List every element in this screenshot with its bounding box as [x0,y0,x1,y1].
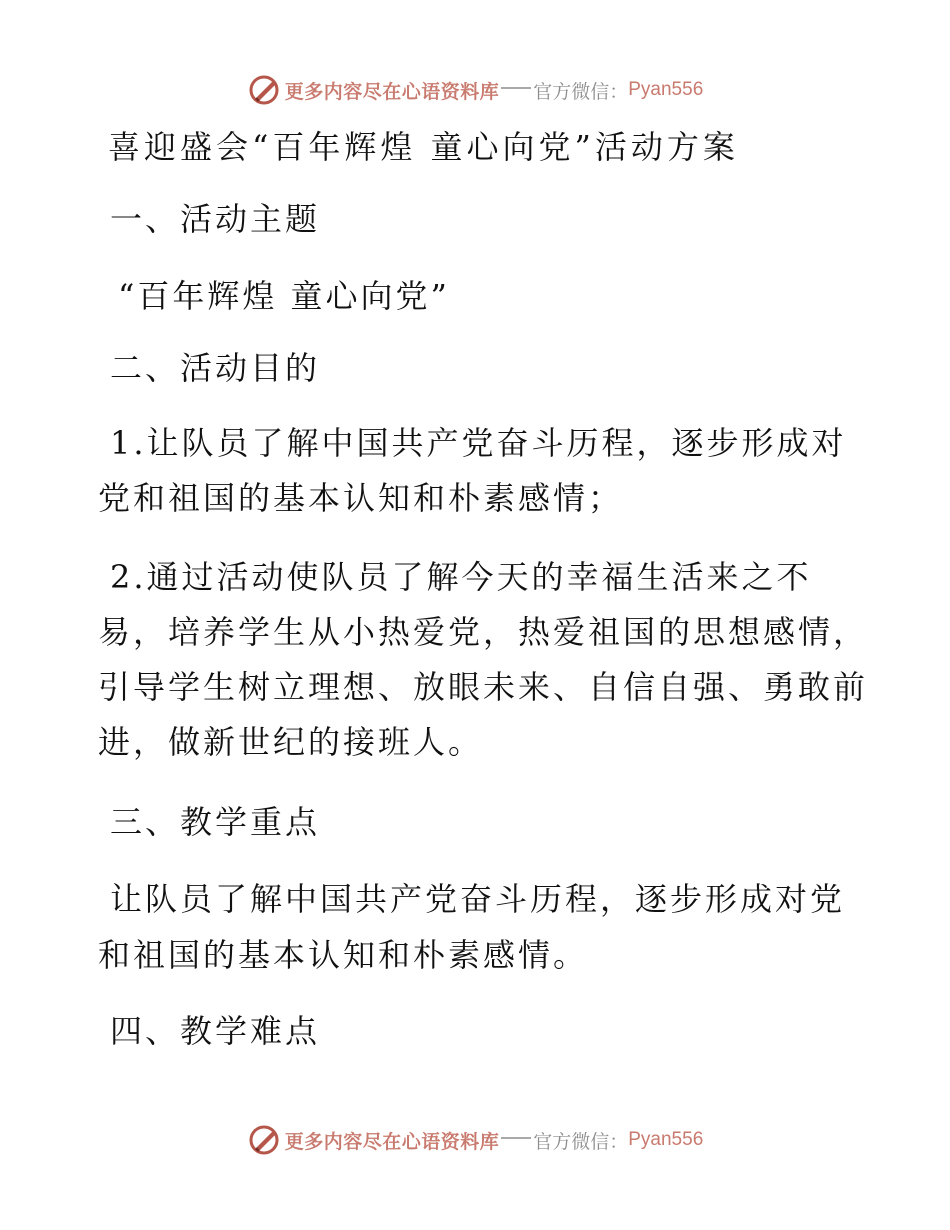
pen-logo-icon [247,1123,281,1157]
footer-watermark [0,1120,950,1160]
section3-line2: 和祖国的基本认知和朴素感情。 [98,936,589,974]
header-watermark [0,70,950,110]
watermark-wechat-id: Pyan556 [628,79,704,100]
document-title: 喜迎盛会“百年辉煌 童心向党”活动方案 [108,128,739,166]
section2-heading: 二、活动目的 [110,349,321,387]
item2-line2: 易，培养学生从小热爱党，热爱祖国的思想感情， [98,613,869,651]
pen-logo-icon [247,73,281,107]
watermark-site-text: 更多内容尽在心语资料库 [284,80,500,103]
section1-heading: 一、活动主题 [110,200,321,238]
section3-heading: 三、教学重点 [110,803,321,841]
watermark-dash [501,1137,531,1139]
section3-line1: 让队员了解中国共产党奋斗历程，逐步形成对党 [110,880,846,918]
item1-line2: 党和祖国的基本认知和朴素感情； [98,479,624,517]
item1-line1: 1.让队员了解中国共产党奋斗历程，逐步形成对 [110,424,847,462]
item2-line3: 引导学生树立理想、放眼未来、自信自强、勇敢前 [98,668,869,706]
section1-body: “百年辉煌 童心向党” [118,277,450,315]
watermark-site-text: 更多内容尽在心语资料库 [284,1130,500,1153]
watermark-official-label: 官方微信： [533,1130,629,1153]
item2-line1: 2.通过活动使队员了解今天的幸福生活来之不 [110,558,812,596]
section4-heading: 四、教学难点 [110,1012,321,1050]
watermark-dash [501,87,531,89]
watermark-wechat-id: Pyan556 [628,1129,704,1150]
watermark-official-label: 官方微信： [533,80,629,103]
item2-line4: 进，做新世纪的接班人。 [98,723,484,761]
